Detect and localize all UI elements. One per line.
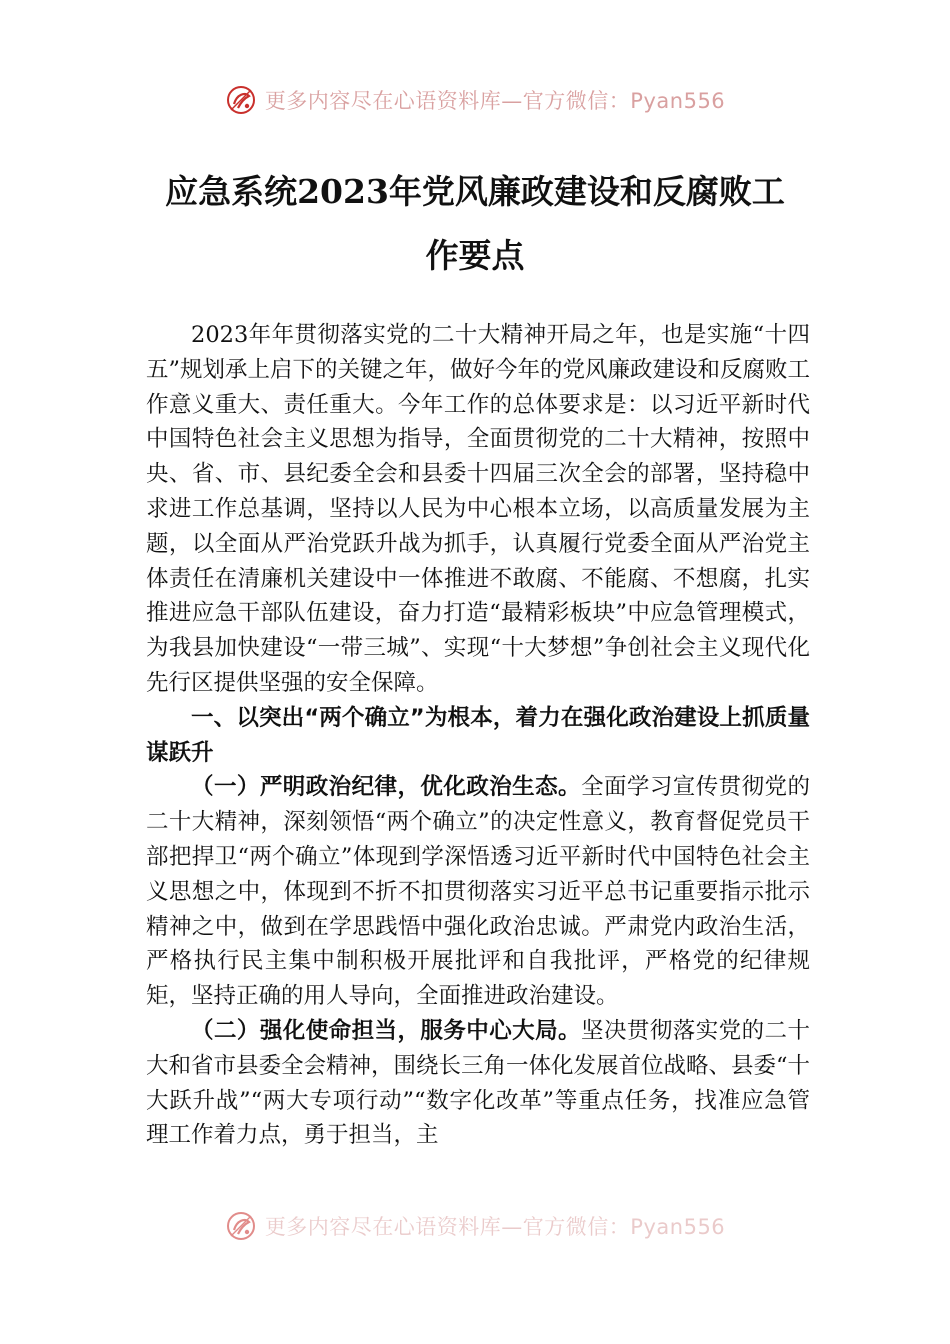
intro-paragraph: 2023年年贯彻落实党的二十大精神开局之年，也是实施“十四五”规划承上启下的关键之年，做好今年的党风廉政建设和反腐败工作意义重大、责任重大。今年工作的总体要求是：以习近平新时代中国特色社会主义思想为指导，全面贯彻党的二十大精神，按照中央、省、市、县纪委全会和县委十四届三次全会的部署，坚持稳中求进工作总基调，坚持以人民为中心根本立场，以高质量发展为主题，以全面从严治党跃升战为抓手，认真履行党委全面从严治党主体责任在清廉机关建设中一体推进不敢腐、不能腐、不想腐，扎实推进应急干部队伍建设，奋力打造“最精彩板块”中应急管理模式，为我县加快建设“一带三城”、实现“十大梦想”争创社会主义现代化先行区提供坚强的安全保障。 bbox=[146, 322, 811, 696]
section-heading: 一、以突出“两个确立”为根本，着力在强化政治建设上抓质量谋跃升 bbox=[146, 704, 810, 766]
watermark-text: 更多内容尽在心语资料库—官方微信：Pyan556 bbox=[264, 89, 726, 113]
watermark-text: 更多内容尽在心语资料库—官方微信：Pyan556 bbox=[264, 1215, 726, 1239]
item-body-2: 坚决贯彻落实党的二十大和省市县委全会精神，围绕长三角一体化发展首位战略、县委“十大跃升战”“两大专项行动”“数字化改革”等重点任务，找准应急管理工作着力点，勇于担当，主 bbox=[146, 1017, 811, 1149]
item-paragraph-1 bbox=[146, 770, 810, 1014]
watermark-footer bbox=[0, 1210, 950, 1242]
document-title-line1: 应急系统2023年党风廉政建设和反腐败工 bbox=[165, 172, 785, 211]
item-lead-2: （二）强化使命担当，服务中心大局。 bbox=[191, 1017, 581, 1044]
item-lead-1: （一）严明政治纪律，优化政治生态。 bbox=[191, 774, 581, 801]
item-body-1: 全面学习宣传贯彻党的二十大精神，深刻领悟“两个确立”的决定性意义，教育督促党员干部把捍卫“两个确立”体现到学深悟透习近平新时代中国特色社会主义思想之中，体现到不折不扣贯彻落实习近平总书记重要指示批示精神之中，做到在学思践悟中强化政治忠诚。严肃党内政治生活，严格执行民主集中制积极开展批评和自我批评，严格党的纪律规矩，坚持正确的用人导向，全面推进政治建设。 bbox=[146, 774, 810, 1010]
document-body bbox=[146, 318, 810, 1153]
watermark-header bbox=[0, 84, 950, 116]
item-paragraph-2 bbox=[146, 1014, 810, 1153]
document-title-line2: 作要点 bbox=[425, 236, 525, 275]
seal-logo-icon bbox=[225, 84, 257, 116]
seal-logo-icon bbox=[225, 1210, 257, 1242]
